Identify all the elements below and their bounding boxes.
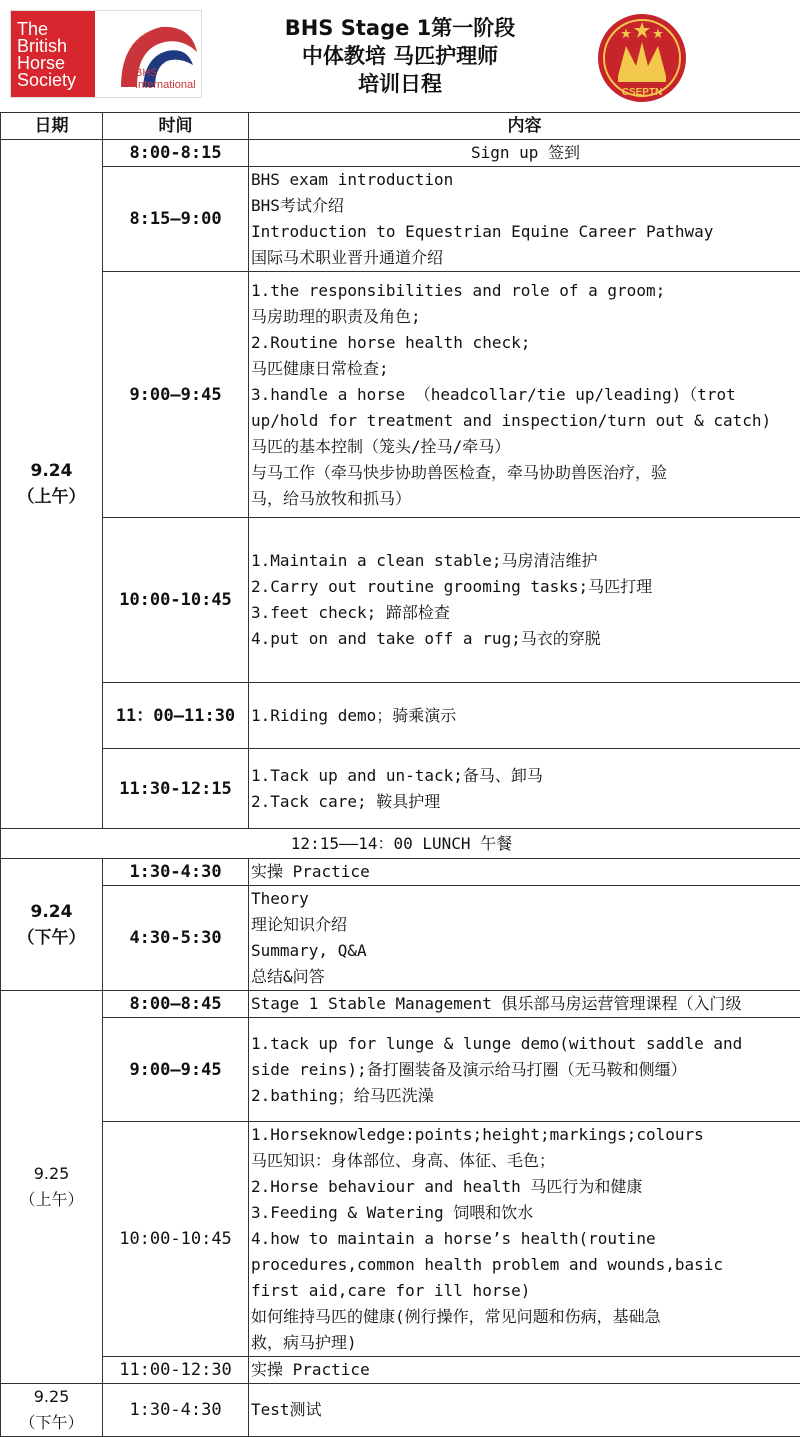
content-line: 马房助理的职责及角色; bbox=[251, 304, 800, 330]
content-line: 总结&问答 bbox=[251, 964, 800, 990]
content-line: Stage 1 Stable Management 俱乐部马房运营管理课程（入门级 bbox=[251, 991, 800, 1017]
schedule-table bbox=[0, 112, 800, 1437]
content-line: BHS考试介绍 bbox=[251, 193, 800, 219]
content-line: 1.tack up for lunge & lunge demo(without saddle and bbox=[251, 1031, 800, 1057]
table-row bbox=[1, 991, 800, 1018]
table-row bbox=[1, 518, 800, 683]
title-line: 中体教培 马匹护理师 bbox=[230, 42, 570, 70]
content-line: 4.how to maintain a horse’s health(routine bbox=[251, 1226, 800, 1252]
time-cell: 10:00-10:45 bbox=[103, 1122, 249, 1357]
content-cell bbox=[249, 1018, 800, 1122]
content-line: 1.the responsibilities and role of a groom; bbox=[251, 278, 800, 304]
table-row bbox=[1, 167, 800, 272]
content-line: 1.Tack up and un-tack;备马、卸马 bbox=[251, 763, 800, 789]
content-line: 3.feet check; 蹄部检查 bbox=[251, 600, 800, 626]
content-line: 2.Tack care; 鞍具护理 bbox=[251, 789, 800, 815]
content-line: 实操 Practice bbox=[251, 859, 800, 885]
header-date: 日期 bbox=[1, 113, 103, 140]
date-cell bbox=[1, 1384, 103, 1437]
table-header-row bbox=[1, 113, 800, 140]
content-cell bbox=[249, 272, 800, 518]
content-cell bbox=[249, 140, 800, 167]
date-label-line: （上午） bbox=[1, 484, 102, 510]
content-cell bbox=[249, 886, 800, 991]
content-cell bbox=[249, 1122, 800, 1357]
content-line: 3.Feeding & Watering 饲喂和饮水 bbox=[251, 1200, 800, 1226]
content-line: 如何维持马匹的健康(例行操作，常见问题和伤病，基础急 bbox=[251, 1304, 800, 1330]
content-cell bbox=[249, 991, 800, 1018]
content-line: 2.Routine horse health check; bbox=[251, 330, 800, 356]
content-line: 实操 Practice bbox=[251, 1357, 800, 1383]
table-row bbox=[1, 140, 800, 167]
date-label-line: 9.25 bbox=[1, 1161, 102, 1187]
title-line: 培训日程 bbox=[230, 70, 570, 98]
content-line: 马匹健康日常检查; bbox=[251, 356, 800, 382]
content-line: 与马工作（牵马快步协助兽医检查，牵马协助兽医治疗，验 bbox=[251, 460, 800, 486]
date-label bbox=[1, 1161, 102, 1213]
bhs-logo-red-block bbox=[11, 11, 95, 97]
logo-text-line: Society bbox=[11, 72, 95, 89]
logo-text-line: Horse bbox=[11, 55, 95, 72]
table-row bbox=[1, 683, 800, 749]
content-cell bbox=[249, 1384, 800, 1437]
logo-subtext: International bbox=[135, 79, 196, 91]
content-line: 2.bathing；给马匹洗澡 bbox=[251, 1083, 800, 1109]
content-cell bbox=[249, 859, 800, 886]
content-line: Introduction to Equestrian Equine Career Pathway bbox=[251, 219, 800, 245]
time-cell: 8:00-8:15 bbox=[103, 140, 249, 167]
time-cell: 9:00—9:45 bbox=[103, 1018, 249, 1122]
content-line: up/hold for treatment and inspection/turn out & catch) bbox=[251, 408, 800, 434]
table-row bbox=[1, 1357, 800, 1384]
date-label bbox=[1, 899, 102, 951]
date-label-line: 9.24 bbox=[1, 899, 102, 925]
content-line: 理论知识介绍 bbox=[251, 912, 800, 938]
table-row bbox=[1, 749, 800, 829]
content-line: Summary, Q&A bbox=[251, 938, 800, 964]
content-line: first aid,care for ill horse) bbox=[251, 1278, 800, 1304]
time-cell: 9:00—9:45 bbox=[103, 272, 249, 518]
title-line: BHS Stage 1第一阶段 bbox=[230, 14, 570, 42]
page-header bbox=[0, 0, 800, 113]
content-line: Theory bbox=[251, 886, 800, 912]
time-cell: 11:00-12:30 bbox=[103, 1357, 249, 1384]
content-line: 1.Horseknowledge:points;height;markings;colours bbox=[251, 1122, 800, 1148]
content-cell bbox=[249, 683, 800, 749]
content-line: procedures,common health problem and wounds,basic bbox=[251, 1252, 800, 1278]
content-line: 1.Riding demo；骑乘演示 bbox=[251, 703, 800, 729]
content-line: 2.Horse behaviour and health 马匹行为和健康 bbox=[251, 1174, 800, 1200]
bhs-logo bbox=[10, 10, 202, 98]
date-label bbox=[1, 458, 102, 510]
date-cell bbox=[1, 991, 103, 1384]
date-label-line: 9.25 bbox=[1, 1384, 102, 1410]
date-label-line: （下午） bbox=[1, 925, 102, 951]
content-line: 国际马术职业晋升通道介绍 bbox=[251, 245, 800, 271]
logo-text-line: The bbox=[11, 11, 95, 38]
content-line: 马匹知识：身体部位、身高、体征、毛色； bbox=[251, 1148, 800, 1174]
time-cell: 1:30-4:30 bbox=[103, 1384, 249, 1437]
date-label-line: 9.24 bbox=[1, 458, 102, 484]
content-line: 1.Maintain a clean stable;马房清洁维护 bbox=[251, 548, 800, 574]
document-title bbox=[230, 14, 570, 98]
time-cell: 10:00-10:45 bbox=[103, 518, 249, 683]
table-row bbox=[1, 886, 800, 991]
bhs-international-label bbox=[135, 67, 196, 91]
time-cell: 4:30-5:30 bbox=[103, 886, 249, 991]
logo-text-line: British bbox=[11, 38, 95, 55]
header-content: 内容 bbox=[249, 113, 800, 140]
emblem-text: CSEPTN bbox=[622, 87, 663, 98]
content-line: 4.put on and take off a rug;马衣的穿脱 bbox=[251, 626, 800, 652]
table-row bbox=[1, 1018, 800, 1122]
header-time: 时间 bbox=[103, 113, 249, 140]
time-cell: 1:30-4:30 bbox=[103, 859, 249, 886]
cseptn-emblem-icon bbox=[596, 12, 688, 104]
content-line: 救，病马护理) bbox=[251, 1330, 800, 1356]
date-label-line: （上午） bbox=[1, 1187, 102, 1213]
content-line: BHS exam introduction bbox=[251, 167, 800, 193]
content-line: 马，给马放牧和抓马） bbox=[251, 486, 800, 512]
content-line: 马匹的基本控制（笼头/拴马/牵马） bbox=[251, 434, 800, 460]
date-label bbox=[1, 1384, 102, 1436]
table-row bbox=[1, 1122, 800, 1357]
time-cell: 8:15—9:00 bbox=[103, 167, 249, 272]
content-cell bbox=[249, 1357, 800, 1384]
content-line: Test测试 bbox=[251, 1397, 800, 1423]
date-label-line: （下午） bbox=[1, 1410, 102, 1436]
lunch-cell: 12:15——14：00 LUNCH 午餐 bbox=[1, 829, 800, 859]
time-cell: 11：00—11:30 bbox=[103, 683, 249, 749]
time-cell: 11:30-12:15 bbox=[103, 749, 249, 829]
content-line: 2.Carry out routine grooming tasks;马匹打理 bbox=[251, 574, 800, 600]
content-cell bbox=[249, 518, 800, 683]
date-cell bbox=[1, 859, 103, 991]
content-cell bbox=[249, 749, 800, 829]
table-row bbox=[1, 859, 800, 886]
content-line: side reins);备打圈装备及演示给马打圈（无马鞍和侧缰） bbox=[251, 1057, 800, 1083]
table-row bbox=[1, 1384, 800, 1437]
content-cell bbox=[249, 167, 800, 272]
date-cell bbox=[1, 140, 103, 829]
lunch-row bbox=[1, 829, 800, 859]
content-line: Sign up 签到 bbox=[251, 140, 800, 166]
content-line: 3.handle a horse （headcollar/tie up/leading)（trot bbox=[251, 382, 800, 408]
time-cell: 8:00—8:45 bbox=[103, 991, 249, 1018]
table-row bbox=[1, 272, 800, 518]
logo-subtext: BHS bbox=[135, 67, 196, 79]
